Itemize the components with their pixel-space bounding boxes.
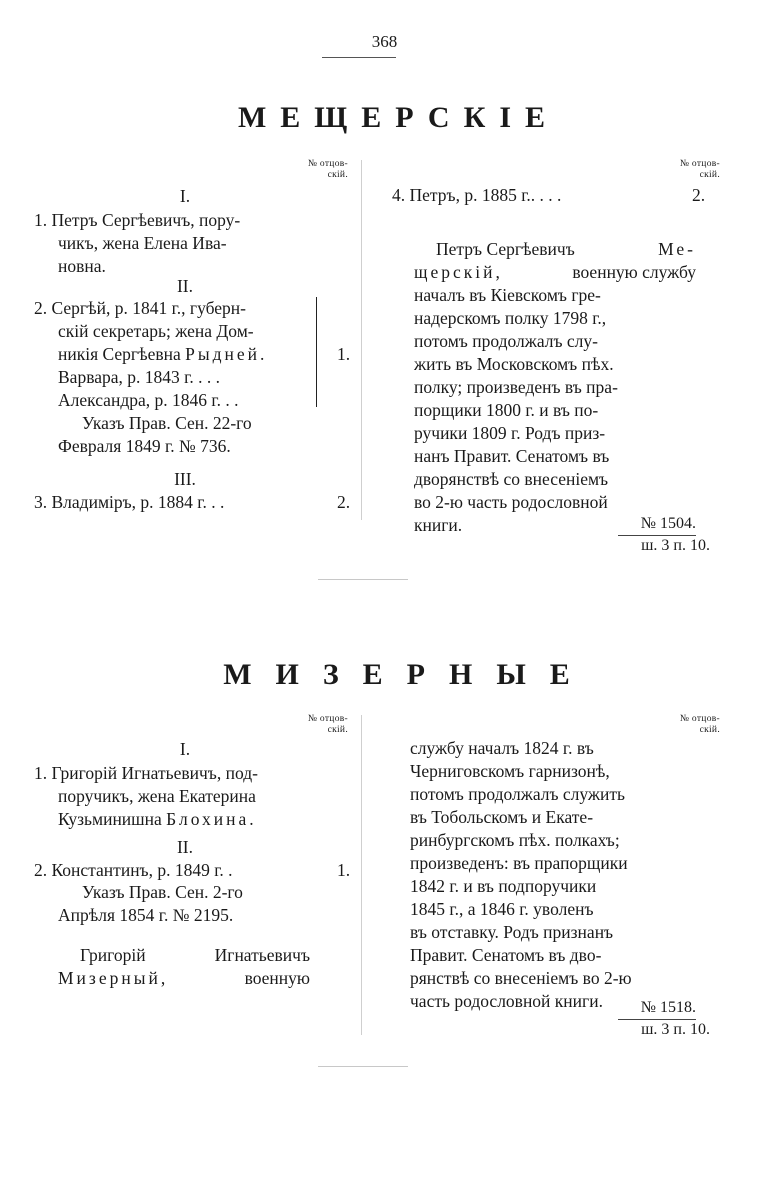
father-number: 1.	[337, 860, 351, 880]
section-separator	[318, 579, 408, 580]
section-title-mizernye: МИЗЕРНЫЕ	[223, 658, 594, 691]
group-heading: II.	[176, 276, 194, 296]
section-separator	[318, 1066, 408, 1067]
father-no-header: № отцов- скій.	[679, 714, 720, 735]
genealogy-entry: 1. Петръ Сергѣевичъ, пору- чикъ, жена Елена Ива- новна.	[34, 210, 241, 276]
column-divider	[361, 160, 362, 520]
genealogy-entry: 2. Сергѣй, р. 1841 г., губерн- скій секретарь; жена Дом- никія Сергѣевна Рыдней. Варвара, р. 1843 г. . . . Александра, р. 1846 г. . .	[34, 297, 317, 407]
group-heading: III.	[174, 469, 196, 489]
page-number-rule	[322, 57, 396, 58]
genealogy-entry: 3. Владиміръ, р. 1884 г. . .	[34, 492, 225, 512]
record-number: № 1504.	[640, 515, 696, 532]
column-divider	[361, 715, 362, 1035]
biography: службу началъ 1824 г. въ Черниговскомъ гарнизонѣ, потомъ продолжалъ служить въ Тобольскомъ и Екате- ринбургскомъ пѣх. полкахъ; произведенъ: въ прапорщики 1842 г. и въ подпоручики 1845 г., а 1846 г. уволенъ въ отставку. Родъ признанъ Правит. Сенатомъ въ дво- рянствѣ со внесеніемъ во 2-ю часть родословной книги.	[410, 738, 632, 1011]
section-title-meshcherskie: МЕЩЕРСКІЕ	[237, 101, 560, 134]
father-number: 2.	[692, 185, 706, 205]
biography: Петръ Сергѣевичъ Ме- щерскій, военную службу началъ въ Кіевскомъ гре- надерскомъ полку 1798 г., потомъ продолжалъ слу- жить въ Московскомъ пѣх. полку; произведенъ въ пра- порщики 1800 г. и въ по- ручики 1809 г. Родъ приз- нанъ Правит. Сенатомъ въ дворянствѣ со внесеніемъ во 2-ю часть родословной книги.	[414, 239, 696, 535]
group-heading: I.	[179, 186, 191, 206]
father-number: 2.	[337, 492, 351, 512]
father-no-header: № отцов- скій.	[307, 159, 348, 180]
record-ref: ш. 3 п. 10.	[641, 1021, 710, 1038]
group-heading: I.	[179, 739, 191, 759]
page-number: 368	[371, 32, 398, 51]
genealogy-entry: 4. Петръ, р. 1885 г.. . . .	[392, 185, 562, 205]
group-heading: II.	[176, 837, 194, 857]
record-number: № 1518.	[640, 999, 696, 1016]
father-number: 1.	[337, 344, 351, 364]
decree: Указъ Прав. Сен. 2-го Апрѣля 1854 г. № 2195.	[58, 882, 243, 925]
father-no-header: № отцов- скій.	[307, 714, 348, 735]
biography-start: Григорій Игнатьевичъ Мизерный, военную	[58, 945, 310, 988]
decree: Указъ Прав. Сен. 22-го Февраля 1849 г. № 736.	[58, 413, 252, 456]
father-no-header: № отцов- скій.	[679, 159, 720, 180]
genealogy-entry: 2. Константинъ, р. 1849 г. .	[34, 860, 233, 880]
record-ref: ш. 3 п. 10.	[641, 537, 710, 554]
genealogy-entry: 1. Григорій Игнатьевичъ, под- поручикъ, жена Екатерина Кузьминишна Блохина.	[34, 763, 258, 829]
